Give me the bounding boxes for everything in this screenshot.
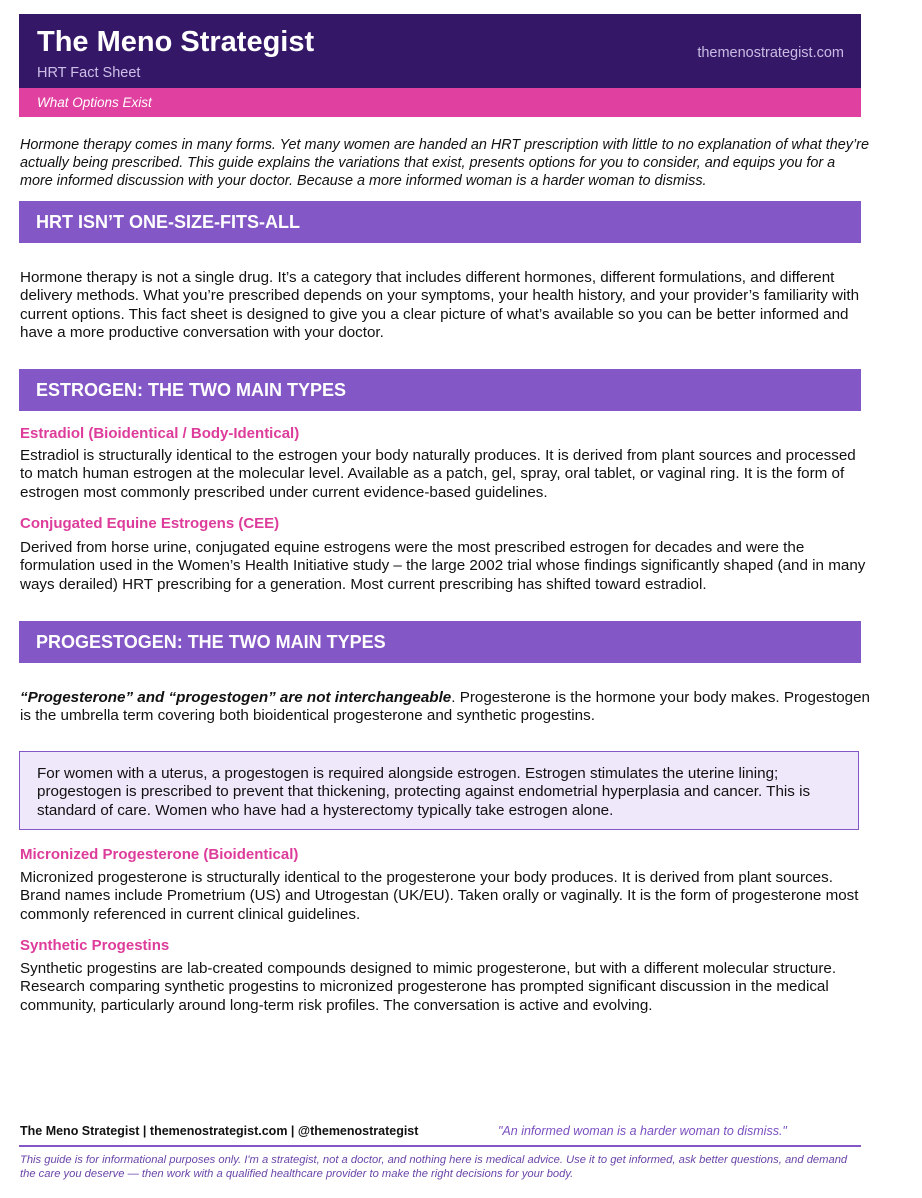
micronized-paragraph: Micronized progesterone is structurally identical to the progesterone your body produces. It is derived from plant sources. Brand names include Prometrium (US) and Utrogestan (UK/EU). Taken orally or vaginally. It is the form of progesterone most commonly referenced in current clinical guidelines. <box>20 869 859 923</box>
section-heading: PROGESTOGEN: THE TWO MAIN TYPES <box>36 632 386 652</box>
header-banner <box>19 14 861 88</box>
micronized-heading: Micronized Progesterone (Bioidentical) <box>20 846 299 863</box>
section-heading: HRT ISN’T ONE-SIZE-FITS-ALL <box>36 212 300 232</box>
lead-emphasis: “Progesterone” and “progestogen” are not interchangeable <box>20 689 452 706</box>
lead-rest: . Progesterone is the hormone your body makes. Progestogen is the umbrella term covering both bioidentical progesterone and synthetic progestins. <box>20 689 870 725</box>
synthetic-heading: Synthetic Progestins <box>20 937 170 954</box>
intro-paragraph: Hormone therapy comes in many forms. Yet many women are handed an HRT prescription with little to no explanation of what they’re actually being prescribed. This guide explains the variations that exist, presents options for you to consider, and equips you for a more informed discussion with your doctor. Because a more informed woman is a harder woman to dismiss. <box>20 137 869 190</box>
footer-quote: "An informed woman is a harder woman to dismiss." <box>498 1124 787 1138</box>
website-link[interactable]: themenostrategist.com <box>697 45 844 61</box>
estradiol-paragraph: Estradiol is structurally identical to the estrogen your body naturally produces. It is derived from plant sources and processed to match human estrogen at the molecular level. Available as a patch, gel, spray, oral tablet, or vaginal ring. It is the form of estrogen most commonly prescribed under current evidence-based guidelines. <box>20 447 856 501</box>
footer-credit: The Meno Strategist | themenostrategist.com | @themenostrategist <box>20 1124 419 1138</box>
tagline-bar <box>19 88 861 117</box>
cee-heading: Conjugated Equine Estrogens (CEE) <box>20 515 280 532</box>
callout-text: For women with a uterus, a progestogen is required alongside estrogen. Estrogen stimulates the uterine lining; progestogen is prescribed to prevent that thickening, protecting against endometrial hyperplasia and cancer. This is standard of care. Women who have had a hysterectomy typically take estrogen alone. <box>37 765 811 819</box>
footer-divider <box>19 1145 861 1147</box>
one-size-paragraph: Hormone therapy is not a single drug. It’s a category that includes different hormones, different formulations, and different delivery methods. What you’re prescribed depends on your symptoms, your health history, and your provider’s familiarity with current options. This fact sheet is designed to give you a clear picture of what’s available so you can be better informed and have a more productive conversation with your doctor. <box>20 269 860 341</box>
section-header-estrogen <box>19 369 861 411</box>
document-subtitle: HRT Fact Sheet <box>37 65 141 81</box>
synthetic-paragraph: Synthetic progestins are lab-created compounds designed to mimic progesterone, but with a different molecular structure. Research comparing synthetic progestins to micronized progesterone has prompted significant discussion in the medical community, particularly around long-term risk profiles. The conversation is active and evolving. <box>20 960 837 1014</box>
cee-paragraph: Derived from horse urine, conjugated equine estrogens were the most prescribed estrogen for decades and were the formulation used in the Women’s Health Initiative study – the large 2002 trial whose findings significantly shaped (and in many ways derailed) HRT prescribing for a generation. Most current prescribing has shifted toward estradiol. <box>20 539 866 593</box>
section-header-one-size <box>19 201 861 243</box>
section-header-progestogen <box>19 621 861 663</box>
brand-title: The Meno Strategist <box>37 26 315 58</box>
disclaimer: This guide is for informational purposes only. I'm a strategist, not a doctor, and nothing here is medical advice. Use it to get informed, ask better questions, and demand the care you deserve — then work with a qualified healthcare provider to make the right decisions for your body. <box>20 1154 848 1180</box>
progestogen-lead-paragraph <box>20 689 870 726</box>
estradiol-heading: Estradiol (Bioidentical / Body-Identical) <box>20 425 300 442</box>
tagline: What Options Exist <box>37 95 152 110</box>
callout-box <box>19 751 859 830</box>
section-heading: ESTROGEN: THE TWO MAIN TYPES <box>36 380 347 400</box>
